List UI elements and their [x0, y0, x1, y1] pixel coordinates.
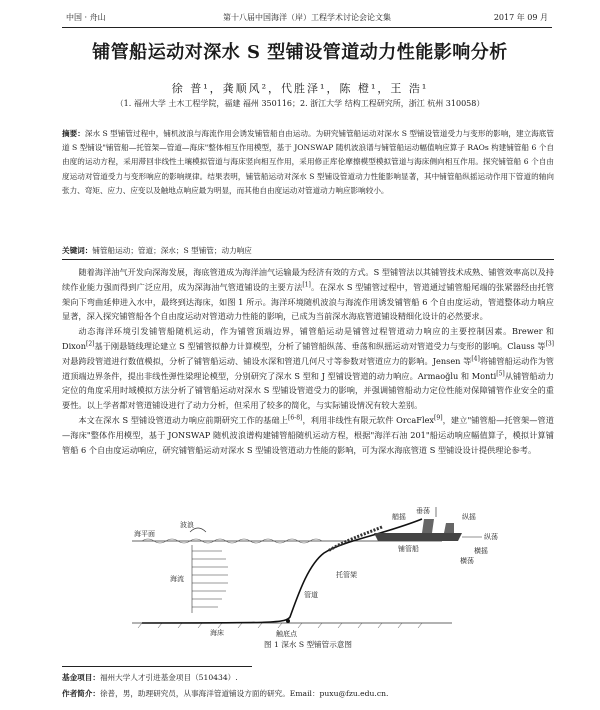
p2-text-d: 将铺管船运动作为管道顶端边界条件，提出非线性弹性梁理论模型，分别研究了深水 S 型和 J 型铺设管道的动力响应。Armaoğlu 和 Monti	[62, 355, 554, 381]
label-laybarge: 铺管船	[398, 545, 419, 553]
keywords-text: 铺管船运动；管道；深水；S 型铺管；动力响应	[92, 246, 252, 255]
abstract	[62, 127, 554, 198]
s-lay-diagram	[62, 505, 554, 637]
citation: [9]	[434, 414, 443, 422]
p2-text-b: 基于刚悬链线理论建立 S 型铺管拟静力计算模型，分析了铺管船纵荡、垂荡和纵摇运动对管道受力与变形的影响。Clauss 等	[94, 340, 546, 351]
label-wave: 波浪	[180, 521, 194, 529]
label-surge: 纵荡	[484, 533, 498, 541]
author-list: 徐 普¹，龚顺风²，代胜泽¹，陈 橙¹，王 浩¹	[171, 82, 429, 95]
author-bio-label: 作者简介：	[62, 689, 100, 698]
label-roll: 横摇	[474, 547, 488, 555]
touchdown-point	[286, 619, 290, 623]
keywords-rule	[62, 259, 554, 260]
citation: [3]	[545, 340, 554, 348]
paragraph-2	[62, 324, 554, 413]
p2-text-e: 从铺管船动力定位的角度采用时域模拟方法分析了铺管船运动对深水 S 型铺设管道受力的影响，并强调铺管船动力定位性能对保障铺管作业安全的重要性。以上学者都对管道铺设进行了动力分析，但采用了较多的简化，与实际铺设情况有较大差别。	[62, 370, 554, 411]
label-sea-level: 海平面	[134, 530, 155, 538]
header-proceedings: 第十八届中国海洋（岸）工程学术讨论会论文集	[223, 13, 391, 22]
laybarge-hull	[374, 533, 462, 541]
header-date: 2017 年 09 月	[493, 13, 548, 22]
p3-text-c: ，建立"铺管船—托管架—管道—海床"整体作用模型，基于 JONSWAP 随机波浪谱构建铺管船随机运动方程，根据"海洋石油 201"船运动响应幅值算子，模拟计算铺管船 6 个自由度运动响应，研究铺管船运动对深水 S 型铺设管道动力性能的影响，可为深水海底管道 S 型铺设设计提供理论参考。	[62, 414, 554, 455]
footnote-rule	[62, 666, 252, 667]
label-touchdown: 触底点	[276, 630, 297, 637]
p3-text-a: 本文在深水 S 型铺设管道动力响应前期研究工作的基础上	[78, 414, 289, 425]
author-bio-text: 徐普，男，助理研究员，从事海洋管道铺设方面的研究。Email：puxu@fzu.edu.cn.	[99, 689, 389, 698]
citation: [2]	[86, 340, 95, 348]
label-pipe: 管道	[304, 591, 318, 599]
paragraph-1	[62, 265, 554, 324]
current-arrows	[192, 545, 228, 613]
laybarge-bridge	[444, 523, 454, 533]
label-heave: 垂荡	[416, 507, 430, 515]
citation: [5]	[496, 369, 505, 377]
label-pitch: 纵摇	[462, 513, 476, 521]
label-stinger: 托管架	[336, 571, 357, 579]
funding-label: 基金项目：	[62, 673, 100, 682]
running-header	[66, 12, 548, 26]
keywords-label: 关键词：	[62, 246, 93, 255]
header-rule	[62, 27, 552, 28]
stinger-shape	[328, 527, 382, 551]
header-location: 中国 · 舟山	[66, 13, 106, 22]
laybarge-tower	[422, 519, 434, 533]
label-seabed: 海床	[210, 629, 224, 637]
p2-text-c: 对悬跨段管道进行数值模拟，分析了铺管船运动、铺设水深和管道几何尺寸等参数对管道应力的影响。Jensen 等	[62, 355, 472, 366]
p3-text-b: ，利用非线性有限元软件 OrcaFlex	[302, 414, 435, 425]
paragraph-3	[62, 413, 554, 457]
affiliation: （1. 福州大学 土木工程学院，福建 福州 350116；2. 浙江大学 结构工程研究所，浙江 杭州 310058）	[115, 99, 485, 108]
label-sway: 横荡	[460, 557, 474, 565]
keywords	[62, 245, 554, 256]
figure-caption: 图 1 深水 S 型铺管示意图	[263, 640, 353, 649]
footnote-author	[62, 688, 554, 699]
paper-title: 铺管船运动对深水 S 型铺设管道动力性能影响分析	[92, 42, 508, 63]
funding-text: 福州大学人才引进基金项目（510434）.	[99, 673, 238, 682]
citation: [6-8]	[288, 414, 303, 422]
abstract-text: 深水 S 型铺管过程中，铺机波浪与海流作用会诱发铺管船自由运动。为研究铺管船运动对深水 S 型铺设管道受力与变形的影响，建立海底管道 S 型铺设"铺管船—托管架—管道—海床"整体相互作用模型，基于 JONSWAP 随机波浪谱与铺管船运动幅值响应算子 RAOs 构建铺管船 6 个自由度的运动方程，采用滞回非线性土壤模拟管道与海床竖向相互作用，采用修正库伦摩擦模型模拟管道与海床侧向相互作用。探究铺管船 6 个自由度运动对管道受力与变形响应的影响规律。结果表明，铺管船运动对深水 S 型铺设管道动力性能影响显著，其中铺管船纵摇运动作用下管道的轴向张力、弯矩、应力、应变以及触地点响应最为明显，而其他自由度运动对管道动力响应影响较小。	[62, 129, 555, 195]
citation: [4]	[471, 355, 480, 363]
footnote-funding	[62, 672, 554, 683]
abstract-label: 摘要：	[62, 129, 85, 138]
p1-text: 随着海洋油气开发向深海发展，海底管道成为海洋油气运输最为经济有效的方式。S 型铺管法以其铺管技术成熟、铺管效率高以及持续作业能力强而得到广泛应用，成为深海油气管道铺设的主要方法	[62, 267, 554, 292]
p2-text-a: 动态海洋环境引发铺管船随机运动，作为铺管顶端边界，铺管船运动是铺管过程管道动力响应的主要控制因素。Brewer 和 Dixon	[62, 326, 554, 351]
label-current: 海流	[170, 575, 184, 583]
p1-tail: 。在深水 S 型铺管过程中，管道通过铺管船尾端的张紧器经由托管架向下弯曲延伸进入水中，最终到达海床，如图 1 所示。海洋环境随机波浪与海流作用诱发铺管船 6 个自由度运动，管道整体动力响应显著，深入探究铺管船各个自由度运动对管道动力性能的影响，已成为当前深水海底管道铺设精细化设计的必然要求。	[62, 281, 554, 322]
label-yaw: 艏摇	[392, 513, 406, 521]
body-text	[62, 265, 554, 457]
citation: [1]	[302, 281, 311, 289]
